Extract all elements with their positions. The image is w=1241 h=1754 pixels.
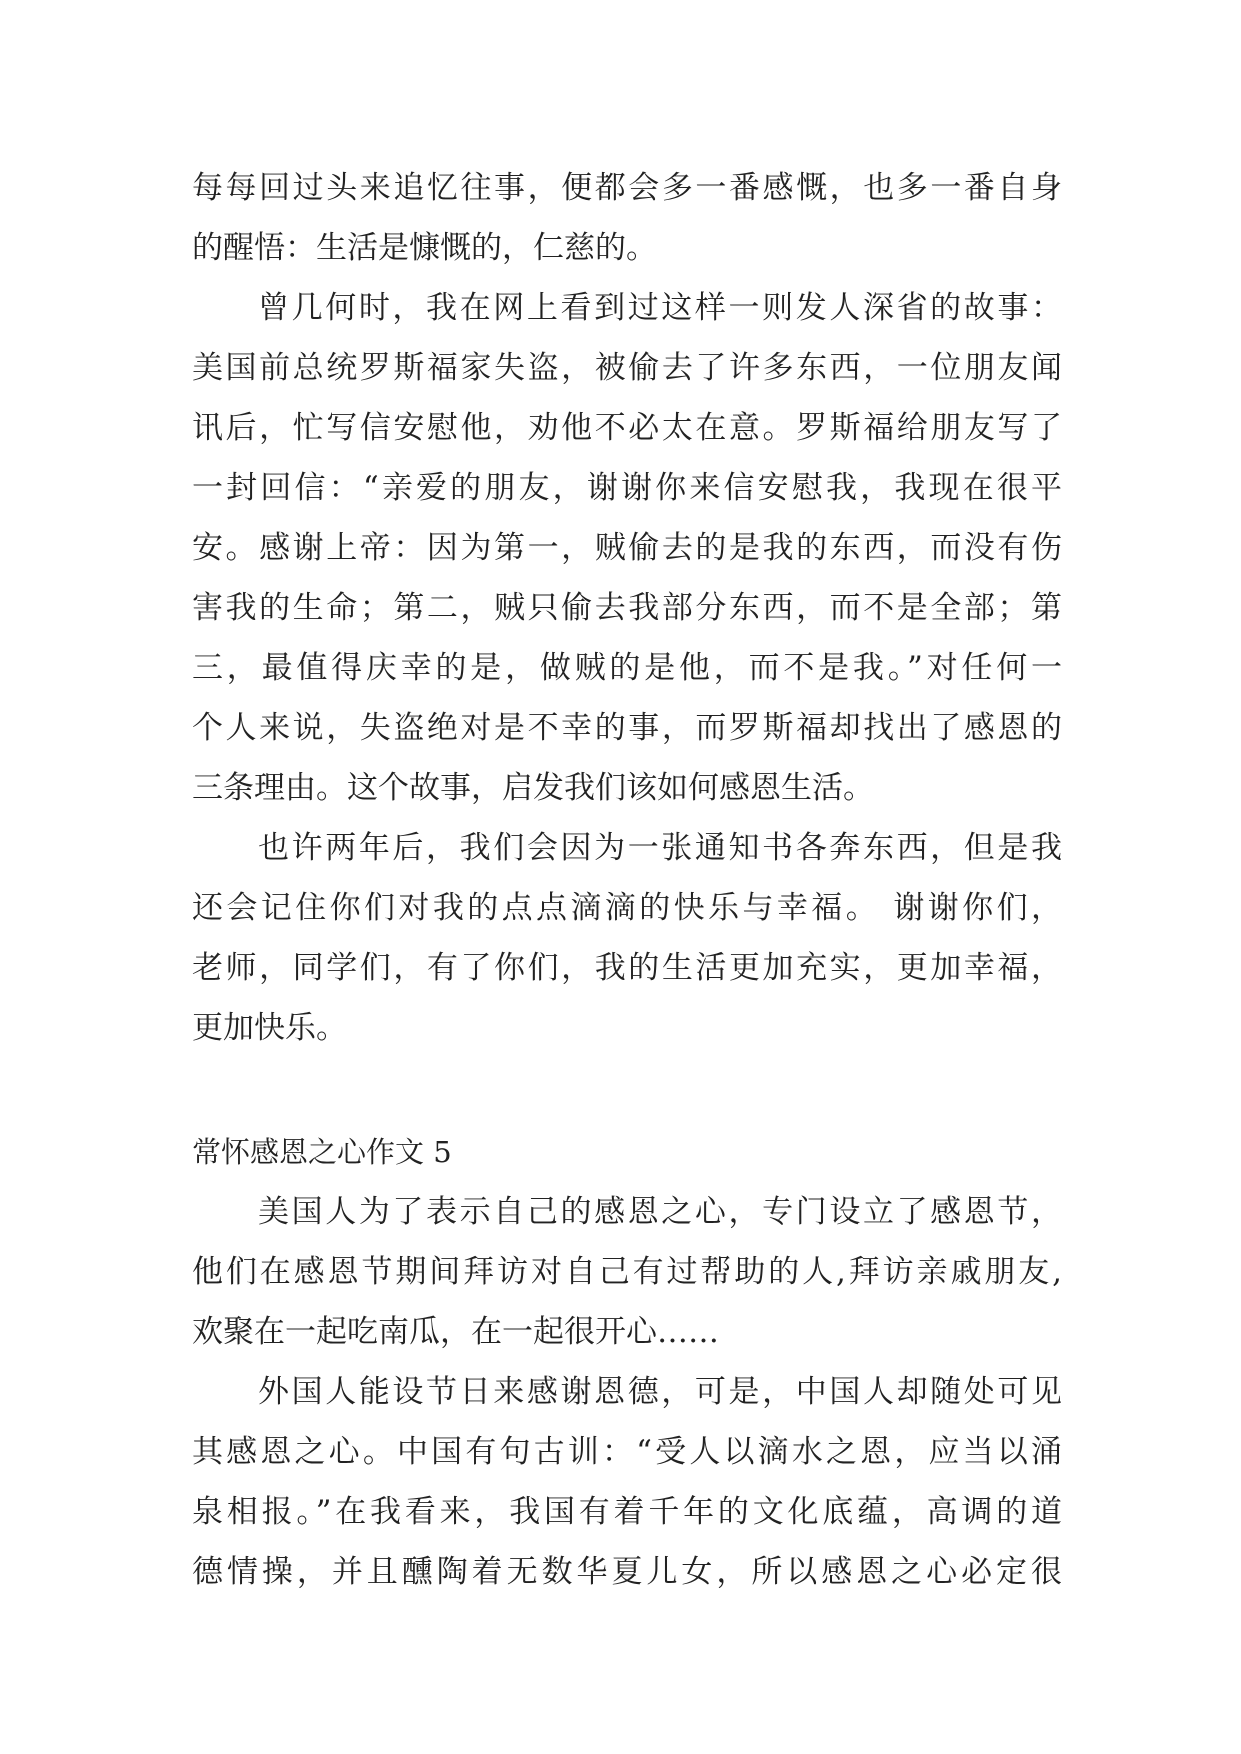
- text-line: 个人来说，失盗绝对是不幸的事，而罗斯福却找出了感恩的: [192, 710, 1062, 746]
- text-line: 美国人为了表示自己的感恩之心，专门设立了感恩节，: [258, 1194, 1062, 1230]
- text-line: 外国人能设节日来感谢恩德，可是，中国人却随处可见: [258, 1374, 1062, 1410]
- text-line: 一封回信：“亲爱的朋友，谢谢你来信安慰我，我现在很平: [192, 470, 1062, 506]
- text-line: 还会记住你们对我的点点滴滴的快乐与幸福。 谢谢你们，: [192, 890, 1062, 926]
- text-line: 美国前总统罗斯福家失盗，被偷去了许多东西，一位朋友闻: [192, 350, 1062, 386]
- text-line: 曾几何时，我在网上看到过这样一则发人深省的故事：: [258, 290, 1062, 326]
- document-body: [192, 158, 1062, 1602]
- text-line: 三条理由。这个故事，启发我们该如何感恩生活。: [192, 770, 874, 806]
- section-gap: [192, 1058, 1062, 1122]
- text-line: 也许两年后，我们会因为一张通知书各奔东西，但是我: [258, 830, 1062, 866]
- essay-section-5: [192, 1182, 1062, 1602]
- text-line: 安。感谢上帝：因为第一，贼偷去的是我的东西，而没有伤: [192, 530, 1062, 566]
- text-line: 其感恩之心。中国有句古训：“受人以滴水之恩，应当以涌: [192, 1434, 1062, 1470]
- text-line: 他们在感恩节期间拜访对自己有过帮助的人,拜访亲戚朋友,: [192, 1254, 1062, 1290]
- text-line: 的醒悟：生活是慷慨的，仁慈的。: [192, 230, 657, 266]
- text-line: 老师，同学们，有了你们，我的生活更加充实，更加幸福，: [192, 950, 1062, 986]
- text-line: 德情操，并且醺陶着无数华夏儿女，所以感恩之心必定很: [192, 1554, 1062, 1590]
- text-line: 讯后，忙写信安慰他，劝他不必太在意。罗斯福给朋友写了: [192, 410, 1062, 446]
- text-line: 每每回过头来追忆往事，便都会多一番感慨，也多一番自身: [192, 170, 1062, 206]
- text-line: 害我的生命；第二，贼只偷去我部分东西，而不是全部；第: [192, 590, 1062, 626]
- essay-section-previous: [192, 158, 1062, 1058]
- text-line: 三，最值得庆幸的是，做贼的是他，而不是我。”对任何一: [192, 650, 1062, 686]
- text-line: 欢聚在一起吃南瓜，在一起很开心……: [192, 1314, 719, 1350]
- essay-heading: 常怀感恩之心作文 5: [192, 1135, 452, 1169]
- text-line: 泉相报。”在我看来，我国有着千年的文化底蕴，高调的道: [192, 1494, 1062, 1530]
- text-line: 更加快乐。: [192, 1010, 347, 1046]
